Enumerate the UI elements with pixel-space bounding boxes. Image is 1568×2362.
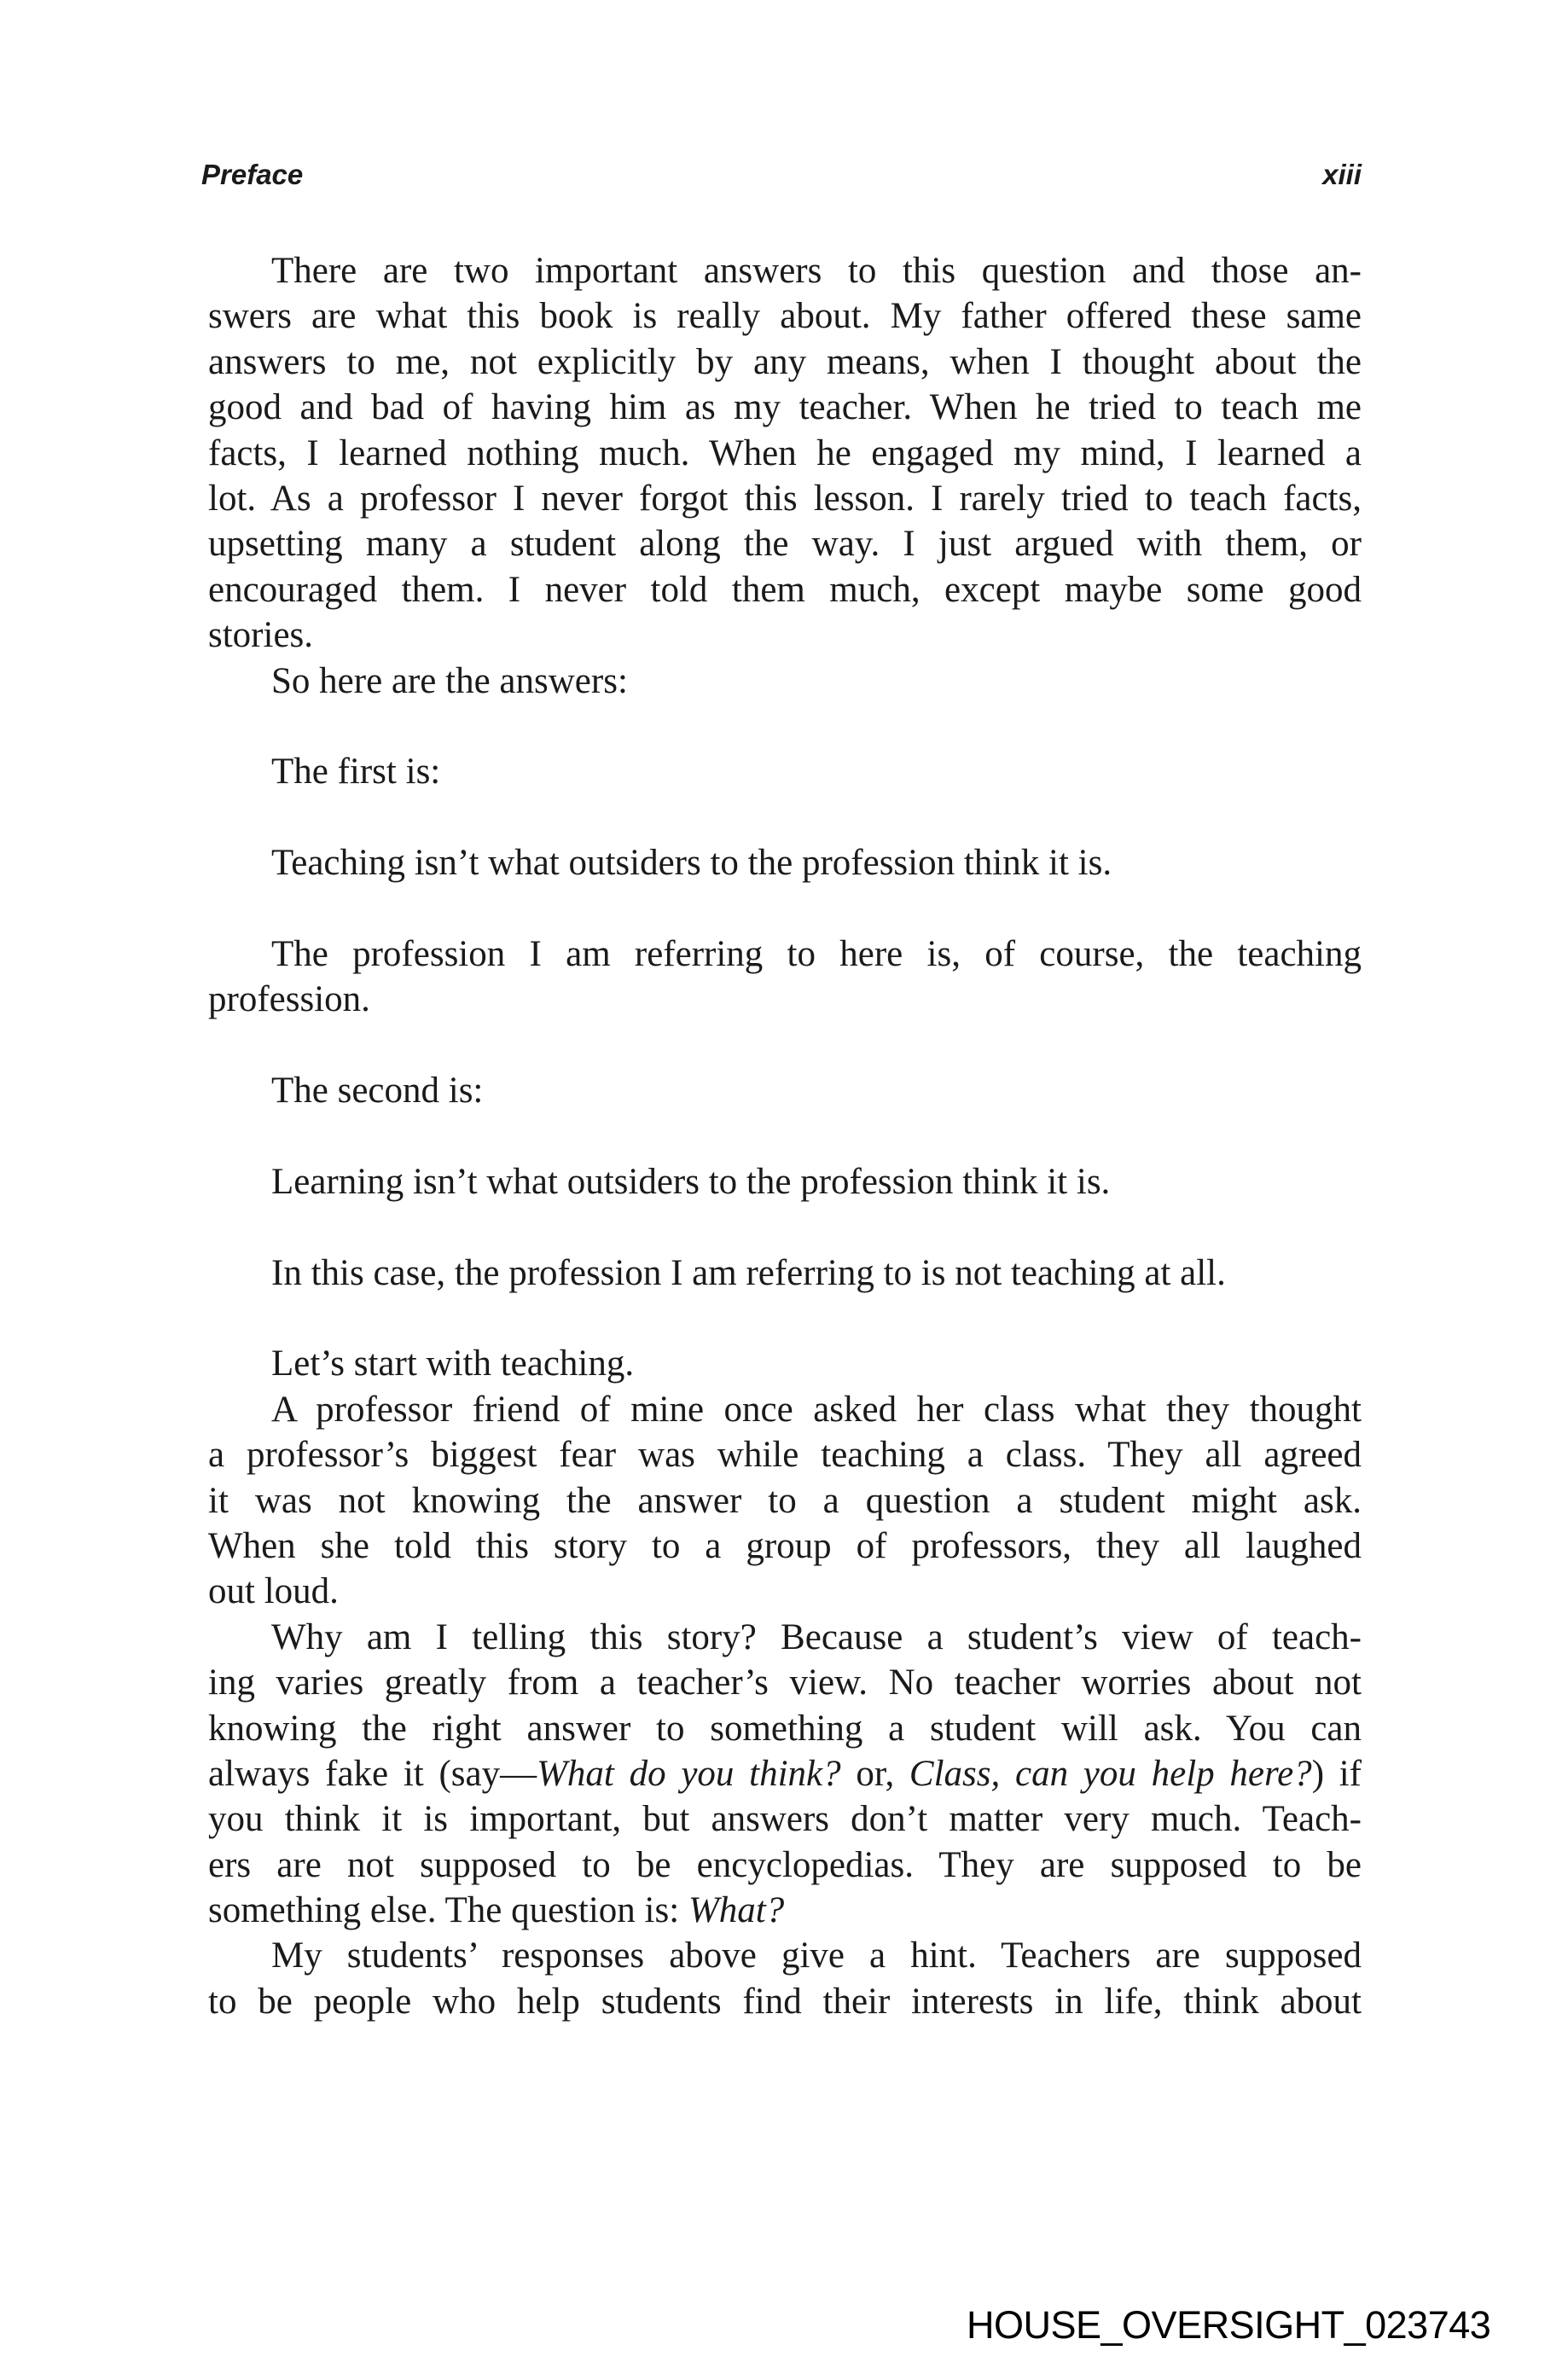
text-line: Teaching isn’t what outsiders to the profession think it is. xyxy=(271,843,1112,884)
text-line: swers are what this book is really about. My father offered these same xyxy=(208,296,1362,337)
text-line: stories. xyxy=(208,615,314,656)
running-head xyxy=(201,159,1362,193)
text-line: A professor friend of mine once asked her class what they thought xyxy=(271,1389,1362,1430)
text-line: lot. As a professor I never forgot this lesson. I rarely tried to teach facts, xyxy=(208,478,1362,519)
paragraph xyxy=(208,1933,1362,2024)
text-line: There are two important answers to this question and those an- xyxy=(271,251,1362,291)
paragraph xyxy=(208,931,1362,1023)
text-line: answers to me, not explicitly by any means, when I thought about the xyxy=(208,341,1362,382)
paragraph xyxy=(208,840,1362,885)
text-segment: or, xyxy=(840,1753,909,1794)
text-segment: ) if xyxy=(1311,1753,1362,1794)
text-line: encouraged them. I never told them much, except maybe some good xyxy=(208,569,1362,610)
text-line: to be people who help students find their interests in life, think about xyxy=(208,1981,1362,2022)
page-number: xiii xyxy=(1322,159,1362,190)
italic-text: What? xyxy=(688,1890,785,1931)
text-line: you think it is important, but answers don’t matter very much. Teach- xyxy=(208,1799,1362,1840)
paragraph xyxy=(208,1068,1362,1113)
paragraph xyxy=(208,1341,1362,1386)
text-line: Learning isn’t what outsiders to the profession think it is. xyxy=(271,1161,1111,1202)
text-line: When she told this story to a group of professors, they all laughed xyxy=(208,1525,1362,1566)
text-line: it was not knowing the answer to a question a student might ask. xyxy=(208,1480,1362,1521)
paragraph xyxy=(208,1615,1362,1934)
text-segment: always fake it (say— xyxy=(208,1753,537,1794)
paragraph xyxy=(208,1159,1362,1204)
italic-text: Class, can you help here? xyxy=(909,1753,1312,1794)
paragraph xyxy=(208,248,1362,659)
paragraph xyxy=(208,1251,1362,1296)
body-text xyxy=(208,248,1362,2024)
paragraph xyxy=(208,749,1362,794)
text-line: Why am I telling this story? Because a student’s view of teach- xyxy=(271,1616,1362,1657)
text-line: In this case, the profession I am referring to is not teaching at all. xyxy=(271,1252,1226,1293)
text-line: upsetting many a student along the way. I just argued with them, or xyxy=(208,524,1362,565)
text-line: The profession I am referring to here is, of course, the teaching xyxy=(271,933,1362,974)
text-line: My students’ responses above give a hint. Teachers are supposed xyxy=(271,1935,1362,1976)
text-line: knowing the right answer to something a student will ask. You can xyxy=(208,1708,1362,1749)
text-line: The first is: xyxy=(271,752,441,792)
text-line: ers are not supposed to be encyclopedias. They are supposed to be xyxy=(208,1844,1362,1885)
text-segment: something else. The question is: xyxy=(208,1890,688,1931)
text-line xyxy=(208,1751,1362,1796)
text-line: a professor’s biggest fear was while teaching a class. They all agreed xyxy=(208,1435,1362,1476)
text-line: So here are the answers: xyxy=(271,660,628,701)
text-line: Let’s start with teaching. xyxy=(271,1343,635,1384)
text-line: ing varies greatly from a teacher’s view. No teacher worries about not xyxy=(208,1663,1362,1703)
paragraph xyxy=(208,659,1362,704)
bates-stamp: HOUSE_OVERSIGHT_023743 xyxy=(967,2303,1491,2347)
chapter-title: Preface xyxy=(201,159,304,190)
text-line: good and bad of having him as my teacher. When he tried to teach me xyxy=(208,387,1362,428)
text-line: facts, I learned nothing much. When he engaged my mind, I learned a xyxy=(208,432,1362,473)
italic-text: What do you think? xyxy=(537,1753,841,1794)
text-line: The second is: xyxy=(271,1071,484,1111)
paragraph xyxy=(208,1387,1362,1615)
text-line: out loud. xyxy=(208,1571,339,1612)
text-line: profession. xyxy=(208,979,370,1020)
text-line xyxy=(208,1888,1362,1933)
